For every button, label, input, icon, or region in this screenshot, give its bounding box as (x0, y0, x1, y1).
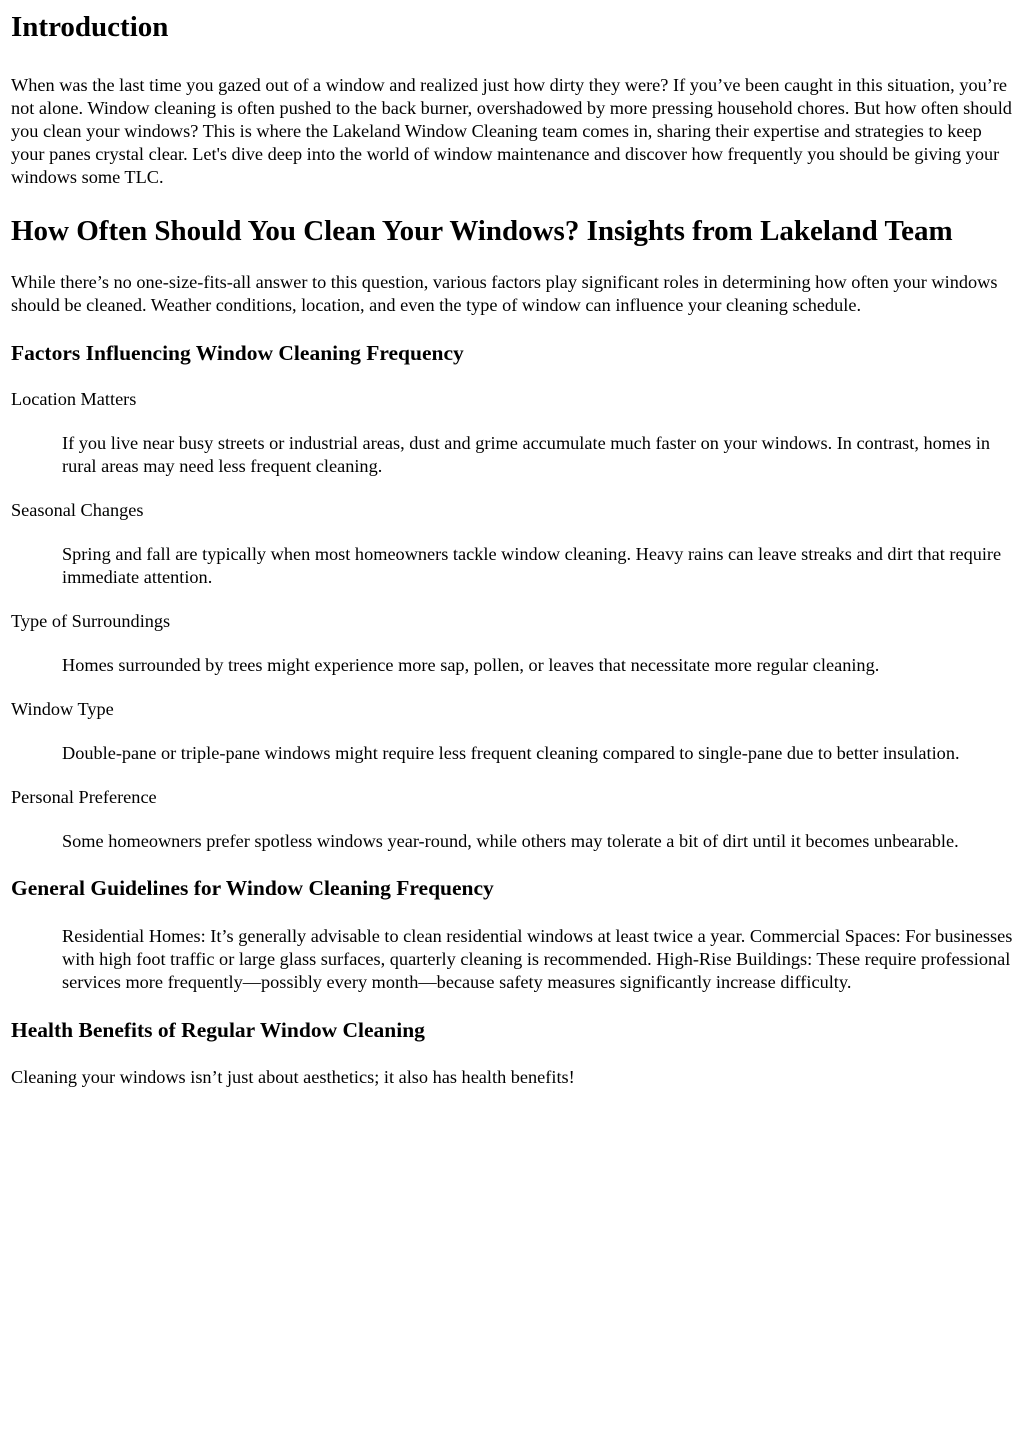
factor-description-preference: Some homeowners prefer spotless windows year-round, while others may tolerate a bit of dirt until it becomes unbearable. (62, 831, 959, 851)
factors-heading: Factors Influencing Window Cleaning Frequency (11, 341, 464, 365)
intro-paragraph: When was the last time you gazed out of a window and realized just how dirty they were? If you’ve been caught in this situation, you’re not alone. Window cleaning is often pushed to the back burner, overshadowed by more pressing household chores. But how often should you clean your windows? This is where the Lakeland Window Cleaning team comes in, sharing their expertise and strategies to keep your panes crystal clear. Let's dive deep into the world of window maintenance and discover how frequently you should be giving your windows some TLC. (11, 75, 1012, 187)
main-paragraph: While there’s no one-size-fits-all answer to this question, various factors play significant roles in determining how often your windows should be cleaned. Weather conditions, location, and even the type of window can influence your cleaning schedule. (11, 272, 998, 315)
factor-term-seasonal: Seasonal Changes (11, 500, 144, 520)
factors-list (11, 388, 1014, 853)
main-heading: How Often Should You Clean Your Windows? Insights from Lakeland Team (11, 215, 953, 247)
factor-description-window-type: Double-pane or triple-pane windows might require less frequent cleaning compared to single-pane due to better insulation. (62, 743, 960, 763)
article (11, 0, 1014, 1089)
guidelines-paragraph: Residential Homes: It’s generally advisable to clean residential windows at least twice a year. Commercial Spaces: For businesses with high foot traffic or large glass surfaces, quarterly cleaning is recommended. High-Rise Buildings: These require professional services more frequently—possibly every month—because safety measures significantly increase difficulty. (62, 926, 1013, 992)
intro-heading: Introduction (11, 11, 169, 43)
factor-term-surroundings: Type of Surroundings (11, 611, 171, 631)
factor-description-seasonal: Spring and fall are typically when most homeowners tackle window cleaning. Heavy rains can leave streaks and dirt that require immediate attention. (62, 544, 1002, 587)
factor-description-surroundings: Homes surrounded by trees might experience more sap, pollen, or leaves that necessitate more regular cleaning. (62, 655, 880, 675)
factor-term-location: Location Matters (11, 389, 137, 409)
factor-term-window-type: Window Type (11, 699, 114, 719)
guidelines-heading: General Guidelines for Window Cleaning Frequency (11, 876, 494, 900)
factor-description-location: If you live near busy streets or industrial areas, dust and grime accumulate much faster on your windows. In contrast, homes in rural areas may need less frequent cleaning. (62, 433, 991, 476)
health-heading: Health Benefits of Regular Window Cleaning (11, 1018, 425, 1042)
factor-term-preference: Personal Preference (11, 787, 157, 807)
health-paragraph: Cleaning your windows isn’t just about aesthetics; it also has health benefits! (11, 1067, 575, 1087)
